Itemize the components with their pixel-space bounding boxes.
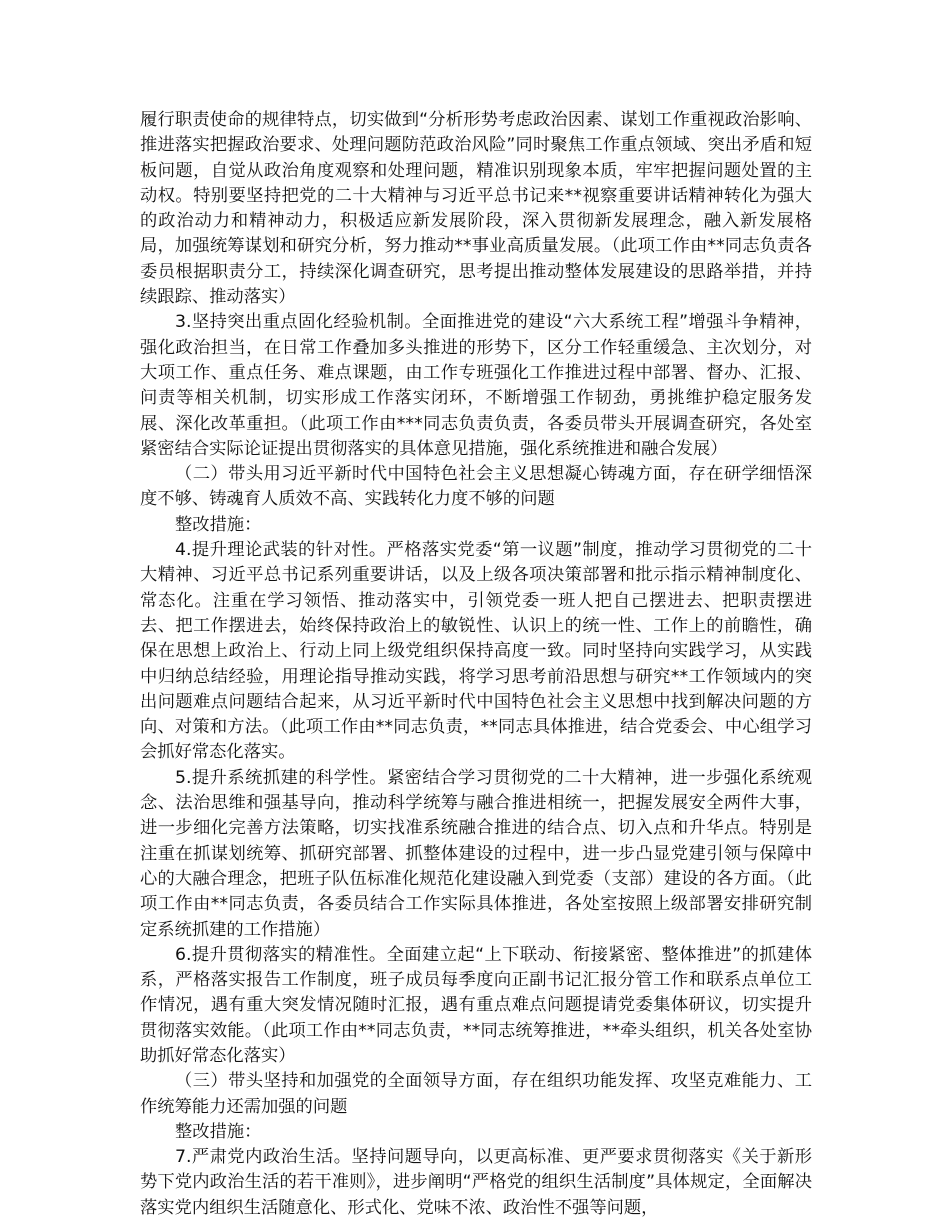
measures-label: 整改措施： <box>175 1121 262 1142</box>
measures-label: 整改措施： <box>175 514 262 535</box>
paragraph-item-5: 5.提升系统抓建的科学性。紧密结合学习贯彻党的二十大精神，进一步强化系统观念、法治思维和强基导向，推动科学统筹与融合推进相统一，把握发展安全两件大事，进一步细化完善方法策略，切实找准系统融合推进的结合点、切入点和升华点。特别是注重在抓谋划统筹、抓研究部署、抓整体建设的过程中，进一步凸显党建引领与保障中心的大融合理念，把班子队伍标准化规范化建设融入到党委（支部）建设的各方面。（此项工作由**同志负责，各委员结合工作实际具体推进，各处室按照上级部署安排研究制定系统抓建的工作措施） <box>140 767 812 940</box>
paragraph-item-3: 3.坚持突出重点固化经验机制。全面推进党的建设“六大系统工程”增强斗争精神，强化政治担当，在日常工作叠加多头推进的形势下，区分工作轻重缓急、主次划分，对大项工作、重点任务、难点课题，由工作专班强化工作推进过程中部署、督办、汇报、问责等相关机制，切实形成工作落实闭环，不断增强工作韧劲，勇挑维护稳定服务发展、深化改革重担。（此项工作由***同志负责负责，各委员带头开展调查研究，各处室紧密结合实际论证提出贯彻落实的具体意见措施，强化系统推进和融合发展） <box>140 312 812 459</box>
paragraph-item-7: 7.严肃党内政治生活。坚持问题导向，以更高标准、更严要求贯彻落实《关于新形势下党内政治生活的若干准则》，进步阐明“严格党的组织生活制度”具体规定，全面解决落实党内组织生活随意化、形式化、党味不浓、政治性不强等问题， <box>140 1147 812 1218</box>
section-heading-2: （二）带头用习近平新时代中国特色社会主义思想凝心铸魂方面，存在研学细悟深度不够、铸魂育人质效不高、实践转化力度不够的问题 <box>140 464 812 510</box>
section-heading-3: （三）带头坚持和加强党的全面领导方面，存在组织功能发挥、攻坚克难能力、工作统筹能力还需加强的问题 <box>140 1071 812 1117</box>
paragraph-continuation: 履行职责使命的规律特点，切实做到“分析形势考虑政治因素、谋划工作重视政治影响、推进落实把握政治要求、处理问题防范政治风险”同时聚焦工作重点领域、突出矛盾和短板问题，自觉从政治角度观察和处理问题，精准识别现象本质，牢牢把握问题处置的主动权。特别要坚持把党的二十大精神与习近平总书记来**视察重要讲话精神转化为强大的政治动力和精神动力，积极适应新发展阶段，深入贯彻新发展理念，融入新发展格局，加强统筹谋划和研究分析，努力推动**事业高质量发展。（此项工作由**同志负责各委员根据职责分工，持续深化调查研究，思考提出推动整体发展建设的思路举措，并持续跟踪、推动落实） <box>140 110 812 308</box>
paragraph-item-4: 4.提升理论武装的针对性。严格落实党委“第一议题”制度，推动学习贯彻党的二十大精神、习近平总书记系列重要讲话，以及上级各项决策部署和批示指示精神制度化、常态化。注重在学习领悟、推动落实中，引领党委一班人把自己摆进去、把职责摆进去、把工作摆进去，始终保持政治上的敏锐性、认识上的统一性、工作上的前瞻性，确保在思想上政治上、行动上同上级党组织保持高度一致。同时坚持向实践学习，从实践中归纳总结经验，用理论指导推动实践，将学习思考前沿思想与研究**工作领域内的突出问题难点问题结合起来，从习近平新时代中国特色社会主义思想中找到解决问题的方向、对策和方法。（此项工作由**同志负责，**同志具体推进，结合党委会、中心组学习会抓好常态化落实。 <box>140 540 812 763</box>
paragraph-item-6: 6.提升贯彻落实的精准性。全面建立起“上下联动、衔接紧密、整体推进”的抓建体系，严格落实报告工作制度，班子成员每季度向正副书记汇报分管工作和联系点单位工作情况，遇有重大突发情况随时汇报，遇有重点难点问题提请党委集体研议，切实提升贯彻落实效能。（此项工作由**同志负责，**同志统筹推进，**牵头组织，机关各处室协助抓好常态化落实） <box>140 944 812 1066</box>
document-body <box>140 108 812 1221</box>
